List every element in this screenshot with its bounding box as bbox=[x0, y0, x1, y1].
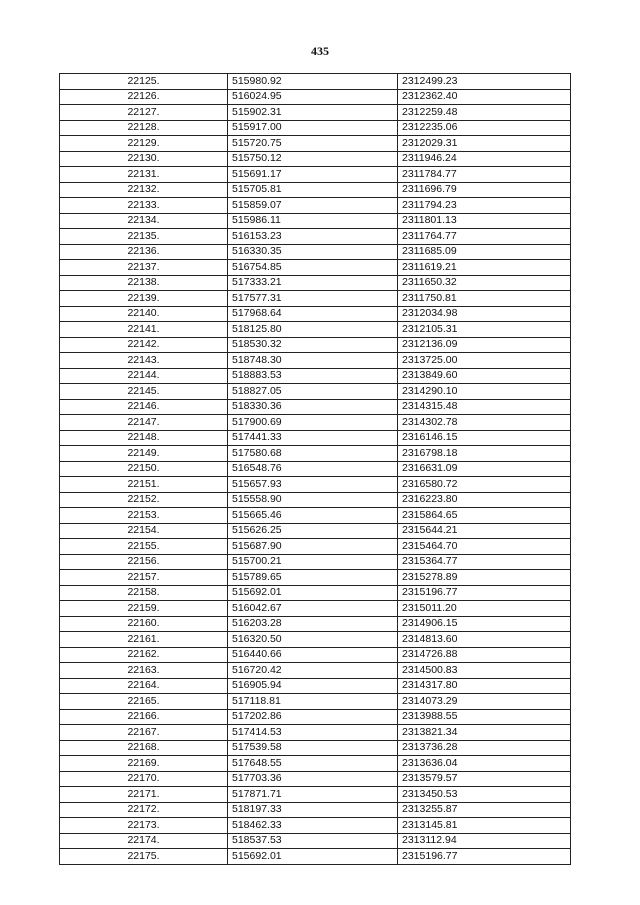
y-coordinate-cell: 2311619.21 bbox=[398, 260, 571, 276]
point-number-cell: 22137. bbox=[60, 260, 228, 276]
x-coordinate-cell: 515692.01 bbox=[228, 585, 398, 601]
point-number-cell: 22169. bbox=[60, 756, 228, 772]
y-coordinate-cell: 2313736.28 bbox=[398, 740, 571, 756]
x-coordinate-cell: 516440.66 bbox=[228, 647, 398, 663]
y-coordinate-cell: 2314500.83 bbox=[398, 663, 571, 679]
y-coordinate-cell: 2316631.09 bbox=[398, 461, 571, 477]
x-coordinate-cell: 516024.95 bbox=[228, 89, 398, 105]
x-coordinate-cell: 517703.36 bbox=[228, 771, 398, 787]
y-coordinate-cell: 2315464.70 bbox=[398, 539, 571, 555]
x-coordinate-cell: 516720.42 bbox=[228, 663, 398, 679]
table-row bbox=[60, 818, 571, 834]
x-coordinate-cell: 517577.31 bbox=[228, 291, 398, 307]
x-coordinate-cell: 515720.75 bbox=[228, 136, 398, 152]
table-row bbox=[60, 306, 571, 322]
table-row bbox=[60, 740, 571, 756]
x-coordinate-cell: 517648.55 bbox=[228, 756, 398, 772]
x-coordinate-cell: 518197.33 bbox=[228, 802, 398, 818]
point-number-cell: 22126. bbox=[60, 89, 228, 105]
y-coordinate-cell: 2311696.79 bbox=[398, 182, 571, 198]
x-coordinate-cell: 516905.94 bbox=[228, 678, 398, 694]
x-coordinate-cell: 518462.33 bbox=[228, 818, 398, 834]
point-number-cell: 22173. bbox=[60, 818, 228, 834]
coordinates-table-body bbox=[60, 74, 571, 865]
table-row bbox=[60, 74, 571, 90]
x-coordinate-cell: 515657.93 bbox=[228, 477, 398, 493]
x-coordinate-cell: 517871.71 bbox=[228, 787, 398, 803]
point-number-cell: 22127. bbox=[60, 105, 228, 121]
x-coordinate-cell: 515558.90 bbox=[228, 492, 398, 508]
x-coordinate-cell: 515665.46 bbox=[228, 508, 398, 524]
y-coordinate-cell: 2313255.87 bbox=[398, 802, 571, 818]
table-row bbox=[60, 725, 571, 741]
point-number-cell: 22144. bbox=[60, 368, 228, 384]
table-row bbox=[60, 229, 571, 245]
y-coordinate-cell: 2312034.98 bbox=[398, 306, 571, 322]
table-row bbox=[60, 368, 571, 384]
point-number-cell: 22148. bbox=[60, 430, 228, 446]
point-number-cell: 22174. bbox=[60, 833, 228, 849]
table-row bbox=[60, 198, 571, 214]
x-coordinate-cell: 518827.05 bbox=[228, 384, 398, 400]
point-number-cell: 22170. bbox=[60, 771, 228, 787]
table-row bbox=[60, 244, 571, 260]
x-coordinate-cell: 515691.17 bbox=[228, 167, 398, 183]
table-row bbox=[60, 492, 571, 508]
y-coordinate-cell: 2313450.53 bbox=[398, 787, 571, 803]
point-number-cell: 22155. bbox=[60, 539, 228, 555]
y-coordinate-cell: 2313725.00 bbox=[398, 353, 571, 369]
table-row bbox=[60, 802, 571, 818]
x-coordinate-cell: 515917.00 bbox=[228, 120, 398, 136]
x-coordinate-cell: 517968.64 bbox=[228, 306, 398, 322]
table-row bbox=[60, 151, 571, 167]
x-coordinate-cell: 518330.36 bbox=[228, 399, 398, 415]
table-row bbox=[60, 89, 571, 105]
y-coordinate-cell: 2314726.88 bbox=[398, 647, 571, 663]
x-coordinate-cell: 517580.68 bbox=[228, 446, 398, 462]
point-number-cell: 22141. bbox=[60, 322, 228, 338]
table-row bbox=[60, 508, 571, 524]
point-number-cell: 22140. bbox=[60, 306, 228, 322]
y-coordinate-cell: 2311784.77 bbox=[398, 167, 571, 183]
point-number-cell: 22139. bbox=[60, 291, 228, 307]
y-coordinate-cell: 2315011.20 bbox=[398, 601, 571, 617]
x-coordinate-cell: 517900.69 bbox=[228, 415, 398, 431]
y-coordinate-cell: 2316798.18 bbox=[398, 446, 571, 462]
point-number-cell: 22163. bbox=[60, 663, 228, 679]
x-coordinate-cell: 516203.28 bbox=[228, 616, 398, 632]
table-row bbox=[60, 477, 571, 493]
table-row bbox=[60, 415, 571, 431]
table-row bbox=[60, 446, 571, 462]
y-coordinate-cell: 2312362.40 bbox=[398, 89, 571, 105]
x-coordinate-cell: 518530.32 bbox=[228, 337, 398, 353]
table-row bbox=[60, 399, 571, 415]
point-number-cell: 22128. bbox=[60, 120, 228, 136]
y-coordinate-cell: 2313821.34 bbox=[398, 725, 571, 741]
point-number-cell: 22130. bbox=[60, 151, 228, 167]
table-row bbox=[60, 461, 571, 477]
x-coordinate-cell: 515687.90 bbox=[228, 539, 398, 555]
y-coordinate-cell: 2314302.78 bbox=[398, 415, 571, 431]
x-coordinate-cell: 515902.31 bbox=[228, 105, 398, 121]
point-number-cell: 22164. bbox=[60, 678, 228, 694]
point-number-cell: 22152. bbox=[60, 492, 228, 508]
x-coordinate-cell: 517333.21 bbox=[228, 275, 398, 291]
page-number: 435 bbox=[311, 44, 329, 58]
table-row bbox=[60, 647, 571, 663]
x-coordinate-cell: 515980.92 bbox=[228, 74, 398, 90]
y-coordinate-cell: 2313849.60 bbox=[398, 368, 571, 384]
table-row bbox=[60, 353, 571, 369]
point-number-cell: 22134. bbox=[60, 213, 228, 229]
table-row bbox=[60, 663, 571, 679]
table-row bbox=[60, 167, 571, 183]
table-row bbox=[60, 136, 571, 152]
point-number-cell: 22136. bbox=[60, 244, 228, 260]
y-coordinate-cell: 2314315.48 bbox=[398, 399, 571, 415]
point-number-cell: 22160. bbox=[60, 616, 228, 632]
x-coordinate-cell: 516153.23 bbox=[228, 229, 398, 245]
y-coordinate-cell: 2313988.55 bbox=[398, 709, 571, 725]
table-row bbox=[60, 322, 571, 338]
y-coordinate-cell: 2312235.06 bbox=[398, 120, 571, 136]
table-row bbox=[60, 430, 571, 446]
x-coordinate-cell: 517118.81 bbox=[228, 694, 398, 710]
x-coordinate-cell: 516754.85 bbox=[228, 260, 398, 276]
y-coordinate-cell: 2312259.48 bbox=[398, 105, 571, 121]
table-row bbox=[60, 709, 571, 725]
x-coordinate-cell: 515750.12 bbox=[228, 151, 398, 167]
table-row bbox=[60, 554, 571, 570]
x-coordinate-cell: 515692.01 bbox=[228, 849, 398, 865]
point-number-cell: 22132. bbox=[60, 182, 228, 198]
y-coordinate-cell: 2314290.10 bbox=[398, 384, 571, 400]
point-number-cell: 22129. bbox=[60, 136, 228, 152]
y-coordinate-cell: 2311794.23 bbox=[398, 198, 571, 214]
table-row bbox=[60, 601, 571, 617]
point-number-cell: 22172. bbox=[60, 802, 228, 818]
x-coordinate-cell: 515859.07 bbox=[228, 198, 398, 214]
y-coordinate-cell: 2312029.31 bbox=[398, 136, 571, 152]
point-number-cell: 22131. bbox=[60, 167, 228, 183]
table-row bbox=[60, 213, 571, 229]
y-coordinate-cell: 2316146.15 bbox=[398, 430, 571, 446]
point-number-cell: 22154. bbox=[60, 523, 228, 539]
point-number-cell: 22168. bbox=[60, 740, 228, 756]
point-number-cell: 22156. bbox=[60, 554, 228, 570]
point-number-cell: 22153. bbox=[60, 508, 228, 524]
point-number-cell: 22159. bbox=[60, 601, 228, 617]
y-coordinate-cell: 2311946.24 bbox=[398, 151, 571, 167]
table-row bbox=[60, 291, 571, 307]
x-coordinate-cell: 518748.30 bbox=[228, 353, 398, 369]
y-coordinate-cell: 2311750.81 bbox=[398, 291, 571, 307]
y-coordinate-cell: 2316223.80 bbox=[398, 492, 571, 508]
point-number-cell: 22175. bbox=[60, 849, 228, 865]
point-number-cell: 22161. bbox=[60, 632, 228, 648]
point-number-cell: 22171. bbox=[60, 787, 228, 803]
y-coordinate-cell: 2311801.13 bbox=[398, 213, 571, 229]
point-number-cell: 22135. bbox=[60, 229, 228, 245]
point-number-cell: 22143. bbox=[60, 353, 228, 369]
table-row bbox=[60, 771, 571, 787]
x-coordinate-cell: 518883.53 bbox=[228, 368, 398, 384]
x-coordinate-cell: 515700.21 bbox=[228, 554, 398, 570]
y-coordinate-cell: 2311764.77 bbox=[398, 229, 571, 245]
point-number-cell: 22149. bbox=[60, 446, 228, 462]
point-number-cell: 22165. bbox=[60, 694, 228, 710]
point-number-cell: 22147. bbox=[60, 415, 228, 431]
y-coordinate-cell: 2316580.72 bbox=[398, 477, 571, 493]
y-coordinate-cell: 2315196.77 bbox=[398, 849, 571, 865]
x-coordinate-cell: 516042.67 bbox=[228, 601, 398, 617]
x-coordinate-cell: 517202.86 bbox=[228, 709, 398, 725]
table-row bbox=[60, 833, 571, 849]
x-coordinate-cell: 518125.80 bbox=[228, 322, 398, 338]
y-coordinate-cell: 2313636.04 bbox=[398, 756, 571, 772]
y-coordinate-cell: 2313112.94 bbox=[398, 833, 571, 849]
table-row bbox=[60, 849, 571, 865]
y-coordinate-cell: 2314317.80 bbox=[398, 678, 571, 694]
x-coordinate-cell: 515986.11 bbox=[228, 213, 398, 229]
point-number-cell: 22125. bbox=[60, 74, 228, 90]
table-row bbox=[60, 616, 571, 632]
table-row bbox=[60, 787, 571, 803]
point-number-cell: 22138. bbox=[60, 275, 228, 291]
table-row bbox=[60, 756, 571, 772]
y-coordinate-cell: 2312499.23 bbox=[398, 74, 571, 90]
y-coordinate-cell: 2314906.15 bbox=[398, 616, 571, 632]
x-coordinate-cell: 517441.33 bbox=[228, 430, 398, 446]
y-coordinate-cell: 2313579.57 bbox=[398, 771, 571, 787]
x-coordinate-cell: 517414.53 bbox=[228, 725, 398, 741]
x-coordinate-cell: 516548.76 bbox=[228, 461, 398, 477]
point-number-cell: 22162. bbox=[60, 647, 228, 663]
y-coordinate-cell: 2311650.32 bbox=[398, 275, 571, 291]
table-row bbox=[60, 632, 571, 648]
x-coordinate-cell: 515626.25 bbox=[228, 523, 398, 539]
y-coordinate-cell: 2315864.65 bbox=[398, 508, 571, 524]
point-number-cell: 22146. bbox=[60, 399, 228, 415]
y-coordinate-cell: 2315196.77 bbox=[398, 585, 571, 601]
point-number-cell: 22157. bbox=[60, 570, 228, 586]
y-coordinate-cell: 2314073.29 bbox=[398, 694, 571, 710]
table-row bbox=[60, 678, 571, 694]
table-row bbox=[60, 337, 571, 353]
table-row bbox=[60, 585, 571, 601]
y-coordinate-cell: 2312105.31 bbox=[398, 322, 571, 338]
point-number-cell: 22167. bbox=[60, 725, 228, 741]
y-coordinate-cell: 2313145.81 bbox=[398, 818, 571, 834]
table-row bbox=[60, 694, 571, 710]
point-number-cell: 22166. bbox=[60, 709, 228, 725]
table-row bbox=[60, 523, 571, 539]
table-row bbox=[60, 384, 571, 400]
table-row bbox=[60, 275, 571, 291]
table-row bbox=[60, 105, 571, 121]
table-row bbox=[60, 539, 571, 555]
coordinates-table bbox=[59, 73, 571, 865]
table-row bbox=[60, 260, 571, 276]
y-coordinate-cell: 2311685.09 bbox=[398, 244, 571, 260]
table-row bbox=[60, 120, 571, 136]
x-coordinate-cell: 515705.81 bbox=[228, 182, 398, 198]
table-row bbox=[60, 182, 571, 198]
y-coordinate-cell: 2315364.77 bbox=[398, 554, 571, 570]
point-number-cell: 22133. bbox=[60, 198, 228, 214]
point-number-cell: 22145. bbox=[60, 384, 228, 400]
y-coordinate-cell: 2315278.89 bbox=[398, 570, 571, 586]
x-coordinate-cell: 516330.35 bbox=[228, 244, 398, 260]
x-coordinate-cell: 517539.58 bbox=[228, 740, 398, 756]
y-coordinate-cell: 2314813.60 bbox=[398, 632, 571, 648]
x-coordinate-cell: 518537.53 bbox=[228, 833, 398, 849]
point-number-cell: 22150. bbox=[60, 461, 228, 477]
y-coordinate-cell: 2312136.09 bbox=[398, 337, 571, 353]
x-coordinate-cell: 516320.50 bbox=[228, 632, 398, 648]
point-number-cell: 22151. bbox=[60, 477, 228, 493]
point-number-cell: 22158. bbox=[60, 585, 228, 601]
x-coordinate-cell: 515789.65 bbox=[228, 570, 398, 586]
table-row bbox=[60, 570, 571, 586]
y-coordinate-cell: 2315644.21 bbox=[398, 523, 571, 539]
point-number-cell: 22142. bbox=[60, 337, 228, 353]
